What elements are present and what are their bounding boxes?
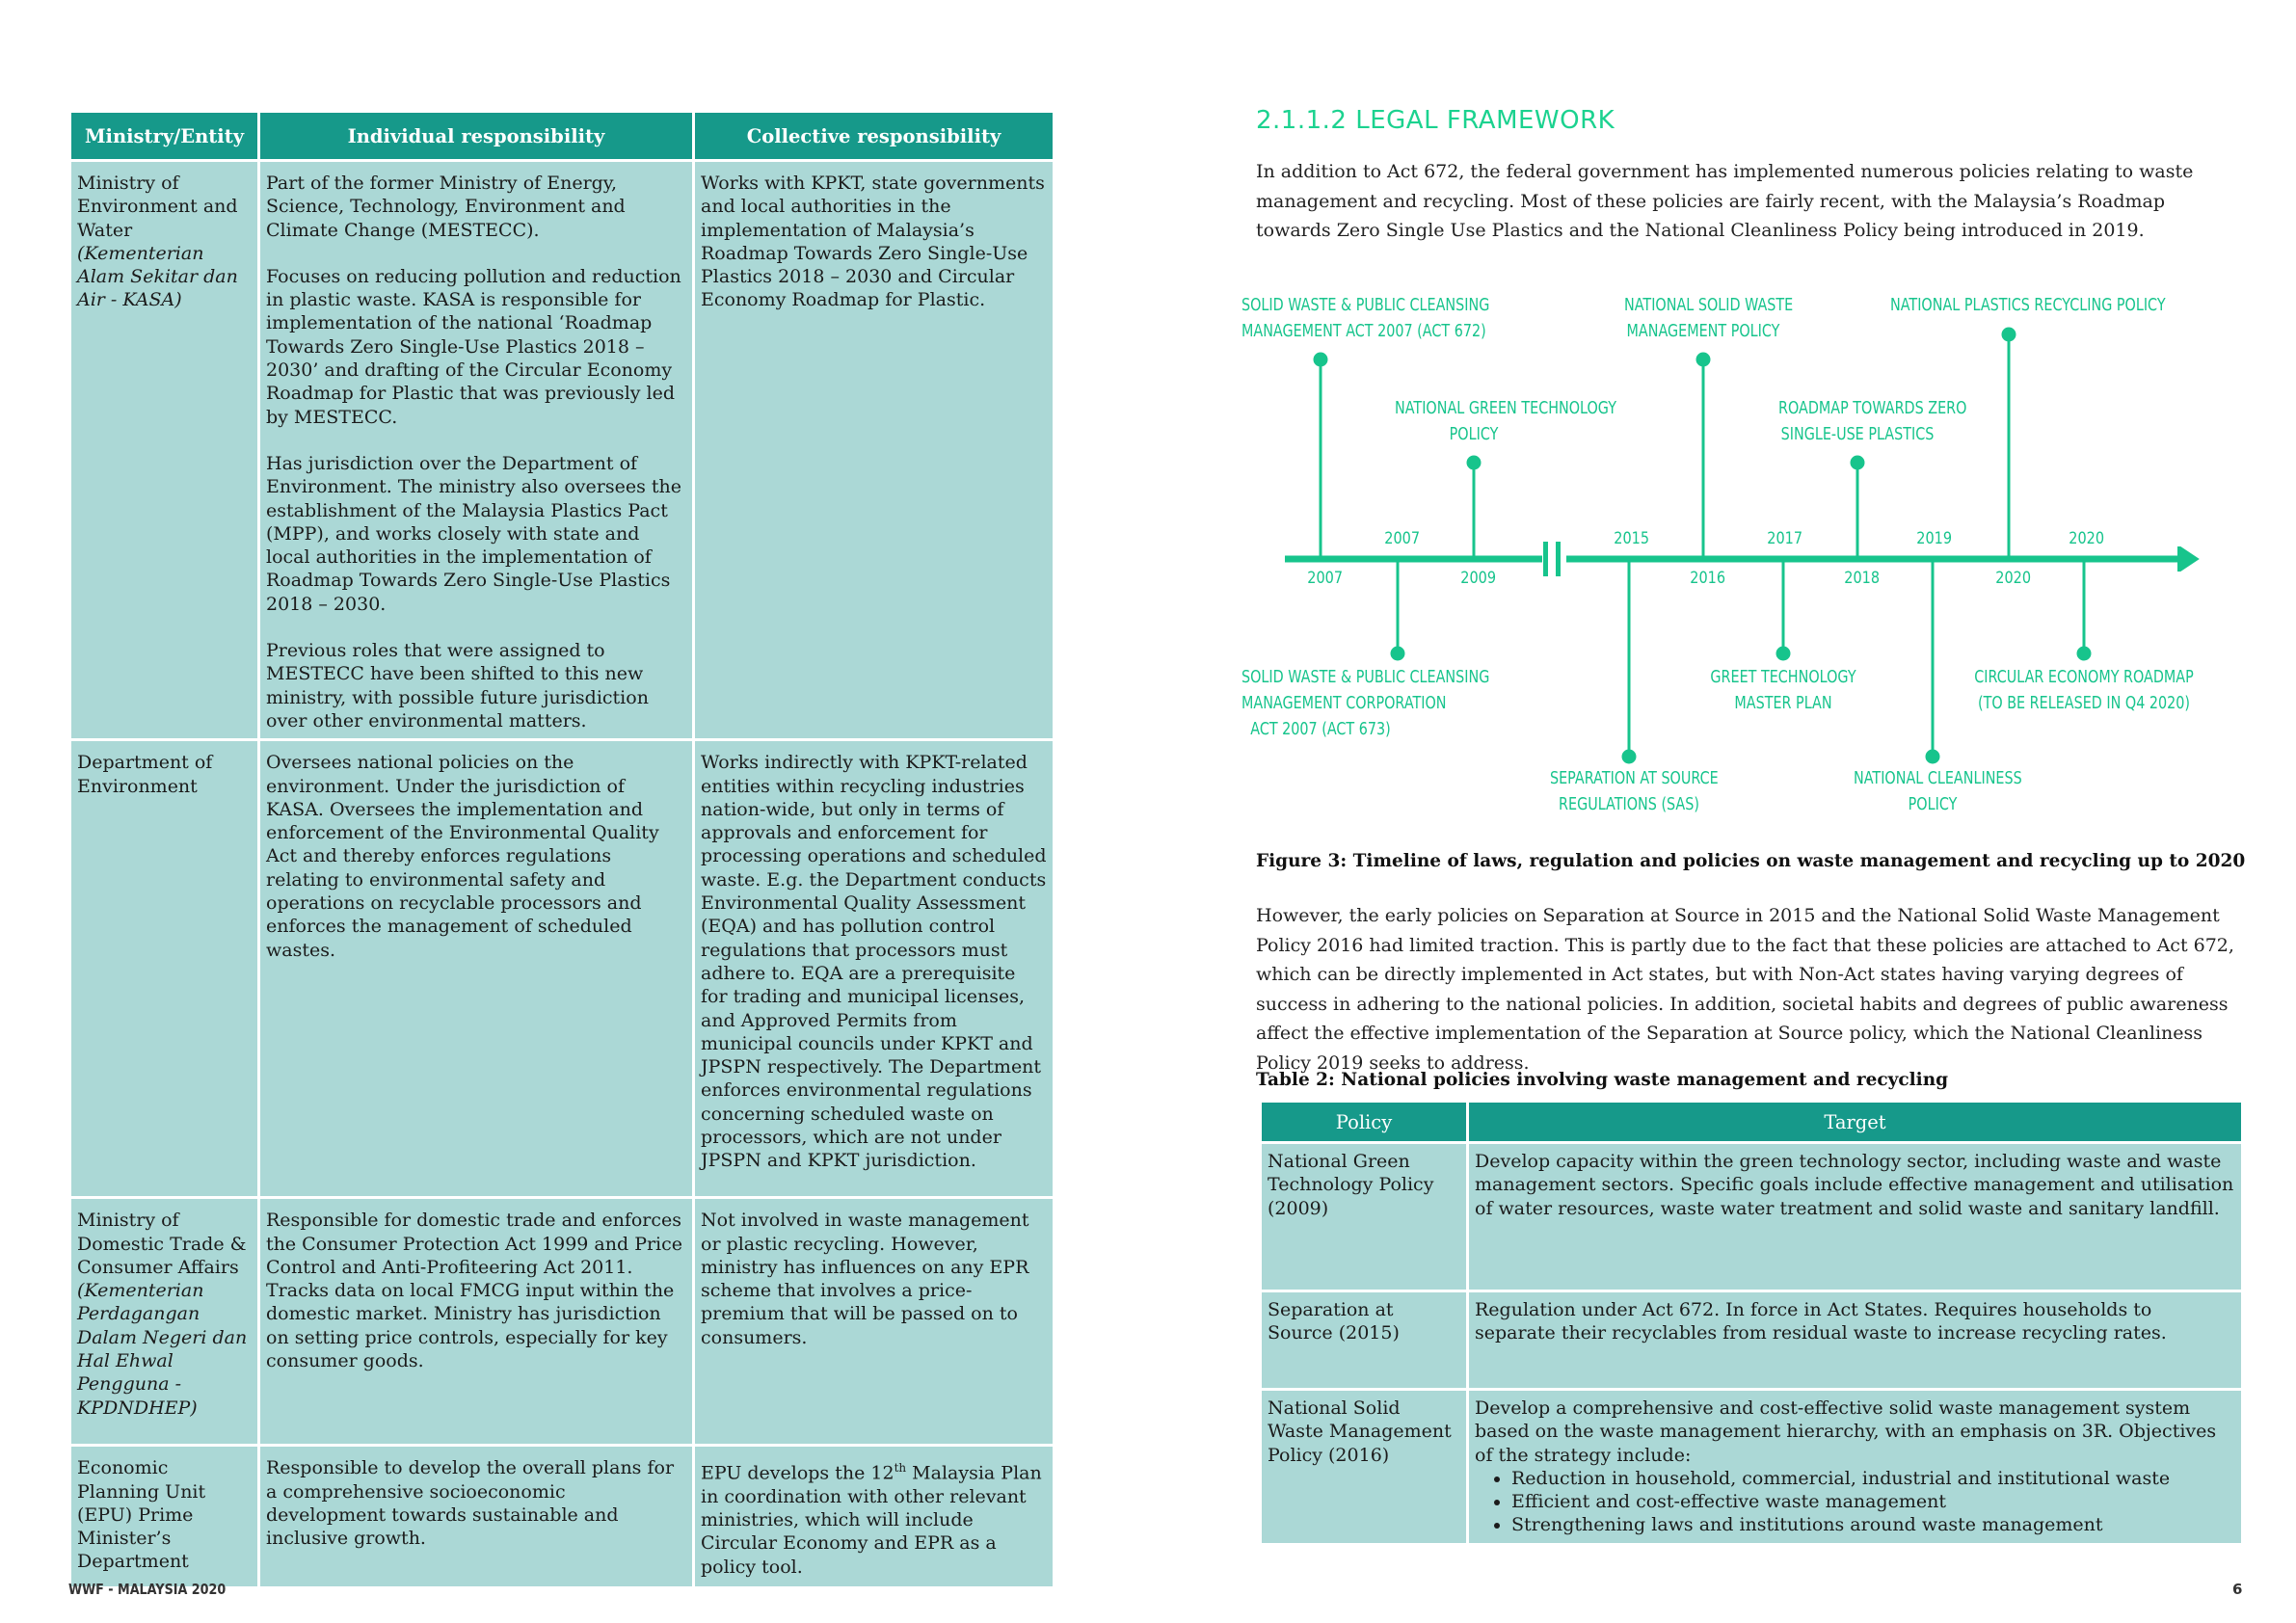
event-label: CIRCULAR ECONOMY ROADMAP (TO BE RELEASED IN Q4 2020) <box>1974 668 2194 713</box>
event-marker <box>1852 457 1863 468</box>
collective-cell: Not involved in waste management or plastic recycling. However, ministry has influences on any EPR scheme that involves a price-premium that will be passed on to consumers. <box>694 1198 1055 1446</box>
event-label: SOLID WASTE & PUBLIC CLEANSING MANAGEMENT CORPORATION ACT 2007 (ACT 673) <box>1241 668 1490 739</box>
break-bar-right <box>1556 542 1561 576</box>
individual-cell: Oversees national policies on the environment. Under the jurisdiction of KASA. Oversees the implementation and enforcement of the Environmental Quality Act and thereby enforces regulations relating to environmental safety and operations on recyclable processors and enforces the management of scheduled wastes. <box>259 740 694 1198</box>
entity-name: Ministry of Domestic Trade & Consumer Affairs <box>77 1210 247 1278</box>
event-marker <box>1623 751 1635 762</box>
entity-cell <box>70 161 259 740</box>
entity-name: Ministry of Environment and Water <box>77 173 238 241</box>
timeline-graphic <box>1253 270 2217 848</box>
event-label: NATIONAL SOLID WASTE MANAGEMENT POLICY <box>1624 296 1794 341</box>
event-label: SEPARATION AT SOURCE REGULATIONS (SAS) <box>1550 769 1719 814</box>
target-cell: Regulation under Act 672. In force in Act States. Requires households to separate their recyclables from residual waste to increase recycling rates. <box>1468 1291 2243 1390</box>
entity-name: Economic Planning Unit (EPU) Prime Minister’s Department <box>77 1457 206 1573</box>
table-header-row <box>70 112 1055 161</box>
individual-cell: Responsible to develop the overall plans for a comprehensive socioeconomic development towards sustainable and inclusive growth. <box>259 1446 694 1588</box>
year-label: 2016 <box>1690 569 1726 588</box>
year-label: 2018 <box>1844 569 1881 588</box>
break-bar-left <box>1543 542 1548 576</box>
individual-cell: Responsible for domestic trade and enforces the Consumer Protection Act 1999 and Price Control and Anti-Profiteering Act 2011. Tracks data on local FMCG input within the domestic market. Ministry has jurisdiction on setting price controls, especially for key consumer goods. <box>259 1198 694 1446</box>
table-caption: Table 2: National policies involving waste management and recycling <box>1256 1070 1949 1090</box>
table-row <box>70 161 1055 740</box>
event-marker <box>1777 648 1789 659</box>
entity-italic: (Kementerian Alam Sekitar dan Air - KASA) <box>77 242 238 311</box>
entity-cell <box>70 1446 259 1588</box>
figure-caption: Figure 3: Timeline of laws, regulation and policies on waste management and recycling up to 2020 <box>1256 851 2246 871</box>
policy-cell: National Solid Waste Management Policy (2016) <box>1261 1390 1468 1545</box>
entity-italic: (Kementerian Perdagangan Dalam Negeri dan Hal Ehwal Pengguna - KPDNDHEP) <box>77 1280 248 1419</box>
year-label: 2019 <box>1916 529 1953 548</box>
collective-cell <box>694 1446 1055 1588</box>
collective-text-pre: EPU develops the 12 <box>701 1462 894 1484</box>
header-collective: Collective responsibility <box>694 112 1055 161</box>
body-paragraph: However, the early policies on Separation at Source in 2015 and the National Solid Waste Management Policy 2016 had limited traction. This is partly due to the fact that these policies are attached to Act 672, which can be directly implemented in Act states, but with Non-Act states having varying degrees of success in adhering to the national policies. In addition, societal habits and degrees of public awareness affect the effective implementation of the Separation at Source policy, which the National Cleanliness Policy 2019 seeks to address. <box>1256 905 2234 1074</box>
individual-para: Focuses on reducing pollution and reduction in plastic waste. KASA is responsible for implementation of the national ‘Roadmap Towards Zero Single-Use Plastics 2018 – 2030’ and drafting of the Circular Economy Roadmap for Plastic that was previously led by MESTECC. <box>266 265 681 428</box>
policy-cell: Separation at Source (2015) <box>1261 1291 1468 1390</box>
arrow-head-icon <box>2178 547 2198 571</box>
collective-text: Malaysia Plan in coordination with other relevant ministries, which will include Circular Economy and EPR as a policy tool. <box>701 1462 1042 1578</box>
event-label: SOLID WASTE & PUBLIC CLEANSING MANAGEMENT ACT 2007 (ACT 672) <box>1241 296 1490 341</box>
individual-cell <box>259 161 694 740</box>
year-label: 2017 <box>1767 529 1803 548</box>
event-marker <box>2003 329 2015 340</box>
individual-para: Has jurisdiction over the Department of Environment. The ministry also oversees the establishment of the Malaysia Plastics Pact (MPP), and works closely with state and local authorities in the implementation of Roadmap Towards Zero Single-Use Plastics 2018 – 2030. <box>266 452 682 615</box>
target-cell: Develop capacity within the green technology sector, including waste and waste management sectors. Specific goals include effective management and utilisation of water resources, waste water treatment and solid waste and sanitary landfill. <box>1468 1143 2243 1291</box>
event-label: GREET TECHNOLOGY MASTER PLAN <box>1710 668 1856 713</box>
event-label: NATIONAL PLASTICS RECYCLING POLICY <box>1890 296 2166 315</box>
superscript: th <box>894 1461 907 1476</box>
section-heading: 2.1.1.2 LEGAL FRAMEWORK <box>1256 106 1615 135</box>
entity-cell <box>70 740 259 1198</box>
event-marker <box>1697 354 1709 365</box>
responsibility-table <box>68 110 1055 1589</box>
header-ministry: Ministry/Entity <box>70 112 259 161</box>
table-row <box>70 1446 1055 1588</box>
year-label: 2009 <box>1460 569 1497 588</box>
page-number: 6 <box>2232 1581 2243 1598</box>
policy-cell: National Green Technology Policy (2009) <box>1261 1143 1468 1291</box>
event-marker <box>1468 457 1480 468</box>
entity-name: Department of Environment <box>77 752 213 797</box>
header-target: Target <box>1468 1102 2243 1143</box>
year-label: 2020 <box>1995 569 2032 588</box>
table-row <box>70 740 1055 1198</box>
footer-org: WWF - MALAYSIA 2020 <box>68 1581 227 1598</box>
list-item: • Strengthening laws and institutions around waste management <box>1511 1513 2235 1536</box>
entity-cell <box>70 1198 259 1446</box>
list-item: • Efficient and cost-effective waste management <box>1511 1490 2235 1513</box>
target-cell <box>1468 1390 2243 1545</box>
year-label: 2015 <box>1614 529 1650 548</box>
year-label: 2007 <box>1384 529 1421 548</box>
year-label: 2020 <box>2069 529 2105 548</box>
intro-paragraph: In addition to Act 672, the federal government has implemented numerous policies relating to waste management and recycling. Most of these policies are fairly recent, with the Malaysia’s Roadmap towards Zero Single Use Plastics and the National Cleanliness Policy being introduced in 2019. <box>1256 161 2194 241</box>
year-label: 2007 <box>1307 569 1344 588</box>
event-label: NATIONAL CLEANLINESS POLICY <box>1854 769 2022 814</box>
list-item: • Reduction in household, commercial, industrial and institutional waste <box>1511 1467 2235 1490</box>
event-marker <box>2078 648 2090 659</box>
event-marker <box>1315 354 1326 365</box>
collective-cell: Works with KPKT, state governments and local authorities in the implementation of Malaysia’s Roadmap Towards Zero Single-Use Plastics 2018 – 2030 and Circular Economy Roadmap for Plastic. <box>694 161 1055 740</box>
collective-cell: Works indirectly with KPKT-related entities within recycling industries nation-wide, but only in terms of approvals and enforcement for processing operations and scheduled waste. E.g. the Department conducts Environmental Quality Assessment (EQA) and has pollution control regulations that processors must adhere to. EQA are a prerequisite for trading and municipal licenses, and Approved Permits from municipal councils under KPKT and JPSPN respectively. The Department enforces environmental regulations concerning scheduled waste on processors, which are not under JPSPN and KPKT jurisdiction. <box>694 740 1055 1198</box>
header-individual: Individual responsibility <box>259 112 694 161</box>
table-row <box>1261 1143 2243 1291</box>
policies-table <box>1259 1100 2244 1546</box>
event-marker <box>1392 648 1403 659</box>
event-label: NATIONAL GREEN TECHNOLOGY POLICY <box>1395 399 1616 444</box>
table-row <box>1261 1291 2243 1390</box>
target-bullets <box>1475 1467 2235 1537</box>
table-row <box>1261 1390 2243 1545</box>
individual-para: Previous roles that were assigned to MESTECC have been shifted to this new ministry, with possible future jurisdiction over other environmental matters. <box>266 640 649 732</box>
target-text: Develop a comprehensive and cost-effective solid waste management system based on the waste management hierarchy, with an emphasis on 3R. Objectives of the strategy include: <box>1475 1397 2217 1466</box>
table-row <box>70 1198 1055 1446</box>
header-policy: Policy <box>1261 1102 1468 1143</box>
individual-para: Part of the former Ministry of Energy, Science, Technology, Environment and Climate Change (MESTECC). <box>266 173 626 241</box>
table-header-row <box>1261 1102 2243 1143</box>
event-marker <box>1927 751 1938 762</box>
event-label: ROADMAP TOWARDS ZERO SINGLE-USE PLASTICS <box>1778 399 1967 444</box>
